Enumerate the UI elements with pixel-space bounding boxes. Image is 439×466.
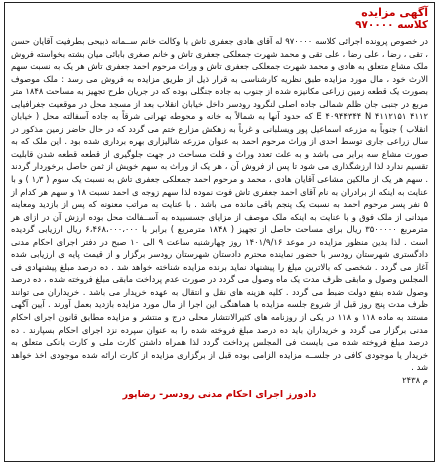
legal-notice — [4, 2, 435, 462]
signature-line: دادورز اجرای احکام مدنی رودسر- رضاپور — [122, 388, 317, 400]
notice-paragraph: در خصوص پرونده اجرائی کلاسه ۹۷۰۰۰۰ له آقای هادی جعفری تاش با وکالت خانم ســمانه ذبیحی بطرفیت آقایان حسن ، تقی ، رضا ، علی رضا ، علی تقی و محمد شهرت جمعلکی جعفری تاش و خانم صغری بابائی میان بشته بخواسته فروش ملک مشاع متعلق به هادی و محمد شهرت جمعلکی جعفری تاش و وراث مرحوم احمد جعفری تاش هر یک به نسبت سهم الارث خود ، مال مورد مزایده طبق نظریه کارشناسی به قرار ذیل از طریق مزایده به فروش می رسد : ملک موصوف بصورت یک قطعه زمین زراعی مکانیزه شده از جنوب به جاده جنگلی بوده که در جریان طرح تجهیز به مساحت ۱۸۴۸ متر مربع در جنبی جان ظلم شمالی جاده اصلی لنگرود رودسر داخل خیابان انقلاب بعد از مسجد محل در موقعیت جغرافیایی E ۴۰۹۴۴۳۴۴ N ۴۱۱۲۱۵۱ ۴۱۱۲ که حدود آنها به شمالاً به خانه و محوطه تهرانی شرقاً به جاده آسفالته محل ( خیابان انقلاب ) جنوباً به مزرعه اسماعیل پور ویسلبانی و غرباً به زهکش مزارع ختم می گردد که در حال حاضر زمین مذکور در سال زراعی جاری توسط احدی از وراث مرحوم احمد به عنوان مزرعه شالیزاری بهره برداری شده بود . این ملک که به صورت مشاع سه برابر می باشد و به علت تعدد وراث و قلت مساحت در جهت جلوگیری از قطعه قطعه شدن قابلیت تقسیم ندارد لذا ارزشگذاری می شود تا پس از فروش آن ، هر یک از وراث به سهم خویش از ثمن حاصل برخوردار گردند . سهم هر یک از مالکین مشاعی آقایان هادی ، محمد و مرحوم احمد جمعلکی جعفری تاش به نسبت یک سوم ( ۱٫۳ ) و با عنایت به اینکه از برادران به نام آقای احمد جعفری تاش فوت نموده لذا سهم زوجه ی احمد نسبت ۱۸ و سهم هر کدام از ۵ نفر پسر مرحوم احمد به نسبت یک پنجم باقی مانده می باشد . با عنایت به مراتب معنونه که پس از بازدید ومعاینه میدانی از ملک فوق و با عنایت به اینکه ملک موصف از مزایای جسسبیده به آســفالت محل بوده ارزش آن در ازای هر مترمربع ۳۵۰۰۰۰۰ ریال برای مساحت حاصل از تجهیز ( ۱۸۴۸ مترمربع ) برابر با ۶،۴۶۸،۰۰۰،۰۰۰ ریال ارزیابی گردیده است . لذا بدین منظور مزایده در موعد ۱۴۰۱/۹/۱۶ روز چهارشنبه ساعت ۹ الی ۱۰ صبح در دفتر اجرای احکام مدنی دادگستری شهرستان رودسر با حضور نماینده محترم دادستان شهرستان رودسر برگزار و از قیمت پایه ی ارزیابی شده آغاز می گردد . شخصی که بالاترین مبلغ را پیشنهاد نماید برنده مزایده شناخته خواهد شد . ده درصد مبلغ پیشنهادی فی المجلس وصول و مابقی ظرف مدت یک ماه وصول می گردد در صورت عدم پرداخت مابقی مبلغ فروخته شده ، ده درصد وصول شده بنفع دولت ضبط می گردد . کلیه هزینه های نقل و انتقال به عهده خریدار می باشد . خریداران می توانند ظرف مدت پنج روز قبل از شروع جلسه مزایده با هماهنگی این اجرا از مال مورد مزایده بازدید بعمل آورند . آیین آگهی مستند به ماده ۱۱۸ و ۱۱۸ در یکی از روزنامه های کثیرالانتشار محلی درج و منتشر و مزایده مطابق قانون اجرای احکام مدنی برگزار می گردد و خریداران باید ده درصد مبلغ فروخته شده را به عنوان سپرده نزد اجرای احکام بسپارند . ده درصد مبلغ فروخته شده می بایست فی المجلس پرداخت گردد لذا همراه داشتن کارت ملی و کارت بانکی متعلق به خریدار یا موجودی کافی در جلســه مزایده الزامی بوده قبل از برگزاری مزایده از کارت ارائه شده موجودی اخذ خواهد شد . — [11, 36, 429, 373]
notice-title-text: آگهی مزایده — [361, 6, 428, 19]
notice-body — [11, 35, 428, 374]
file-number: کلاسه ۹۷۰۰۰۰ — [355, 19, 428, 31]
notice-title — [11, 6, 428, 19]
reference-code: م ۲۴۳۸ — [402, 374, 428, 385]
